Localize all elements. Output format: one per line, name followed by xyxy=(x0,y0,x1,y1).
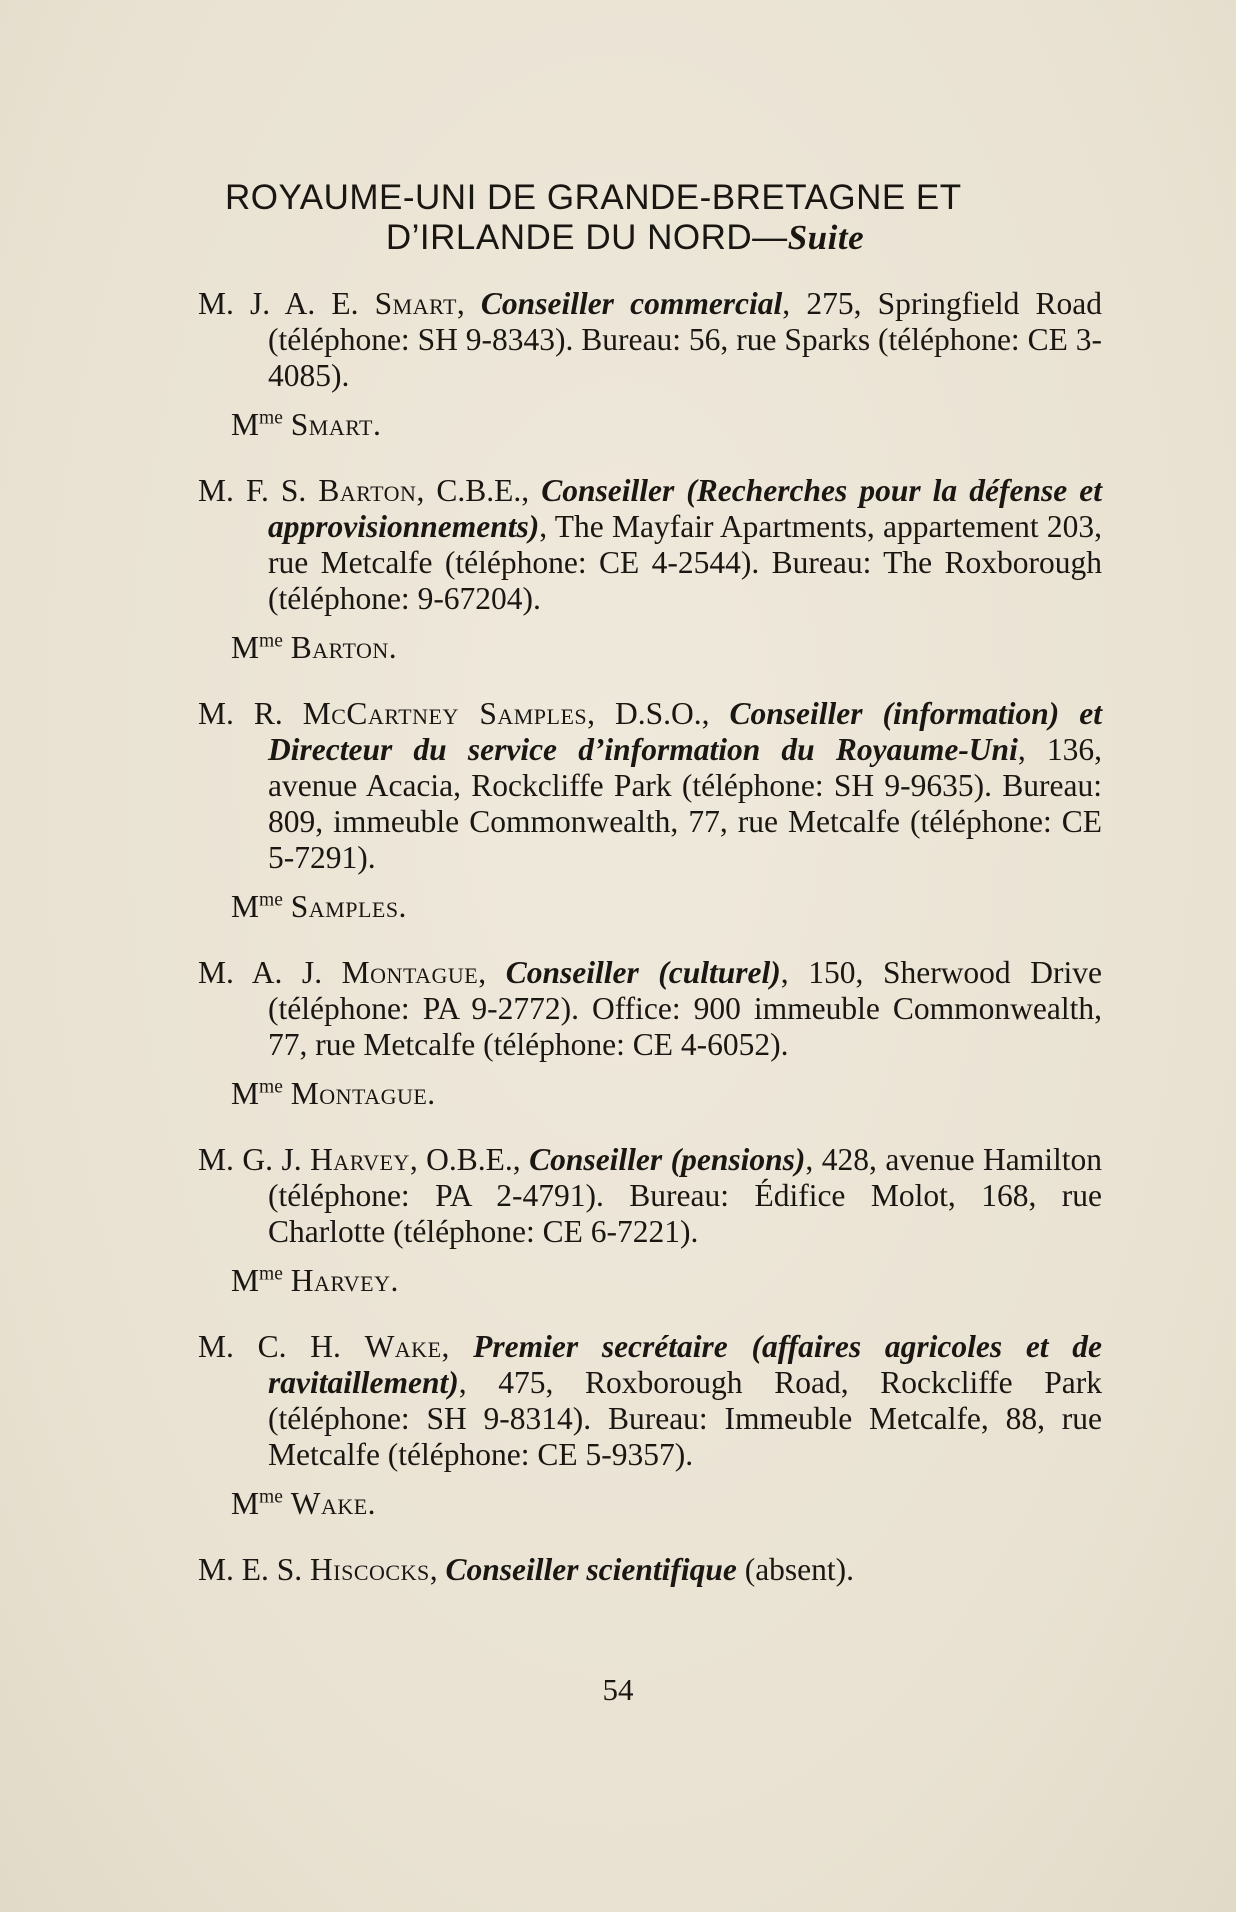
entry-role: Conseiller (Recherches pour la défense et approvisionnements) xyxy=(268,473,1103,544)
spouse-line xyxy=(198,1263,1102,1299)
entry-role: Conseiller (information) et Directeur du service d’information du Royaume-Uni xyxy=(268,696,1102,767)
entry-role: Conseiller scientifique xyxy=(445,1552,737,1587)
entry-name: Harvey xyxy=(310,1142,410,1177)
spouse-title: M xyxy=(231,407,260,442)
heading-suite: Suite xyxy=(787,218,865,257)
entry-details: , 475, Roxborough Road, Rockcliffe Park (téléphone: SH 9-8314). Bureau: Immeuble Metcalfe, 88, rue Metcalfe (téléphone: CE 5-9357). xyxy=(268,1365,1102,1472)
entry-prefix: M. E. S. xyxy=(198,1552,311,1587)
spouse-line xyxy=(198,1486,1102,1522)
entry-prefix: M. G. J. xyxy=(198,1142,311,1177)
entry-post-nominal: , xyxy=(429,1552,446,1587)
spouse-line xyxy=(198,407,1102,443)
diplomat-entry xyxy=(198,1552,1102,1588)
spouse-name: Montague. xyxy=(290,1076,436,1111)
spouse-title: M xyxy=(231,1263,260,1298)
entry-post-nominal: , C.B.E., xyxy=(416,473,542,508)
entry-name: Smart xyxy=(374,286,457,321)
heading-line-1: ROYAUME-UNI DE GRANDE-BRETAGNE ET xyxy=(225,178,962,217)
entry-role: Premier secrétaire (affaires agricoles et de ravitaillement) xyxy=(268,1329,1103,1400)
spouse-title-superscript: me xyxy=(259,1076,283,1098)
diplomat-entry xyxy=(198,696,1102,876)
heading-line-2: D’IRLANDE DU NORD— xyxy=(385,218,788,257)
entry-name: Wake xyxy=(364,1329,442,1364)
section-heading xyxy=(225,178,1065,258)
entry-name: Hiscocks xyxy=(310,1552,430,1587)
entry-post-nominal: , D.S.O., xyxy=(587,696,730,731)
entry-name: Barton xyxy=(318,473,417,508)
entry-prefix: M. C. H. xyxy=(198,1329,365,1364)
diplomat-entry xyxy=(198,286,1102,394)
entry-details: , The Mayfair Apartments, appartement 203, rue Metcalfe (téléphone: CE 4-2544). Bureau: The Roxborough (téléphone: 9-67204). xyxy=(268,509,1102,616)
spouse-name: Wake. xyxy=(290,1486,377,1521)
entry-prefix: M. F. S. xyxy=(198,473,319,508)
entry-post-nominal: , O.B.E., xyxy=(409,1142,530,1177)
spouse-line xyxy=(198,889,1102,925)
spouse-title: M xyxy=(231,889,260,924)
spouse-line xyxy=(198,1076,1102,1112)
entry-post-nominal: , xyxy=(478,955,506,990)
spouse-title-superscript: me xyxy=(259,1486,283,1508)
entry-details: , 150, Sherwood Drive (téléphone: PA 9-2772). Office: 900 immeuble Commonwealth, 77, rue Metcalfe (téléphone: CE 4-6052). xyxy=(268,955,1102,1062)
spouse-title-superscript: me xyxy=(259,889,283,911)
entry-role: Conseiller (pensions) xyxy=(529,1142,806,1177)
spouse-title-superscript: me xyxy=(259,630,283,652)
spouse-name: Samples. xyxy=(290,889,407,924)
spouse-name: Barton. xyxy=(290,630,398,665)
entry-name: McCartney Samples xyxy=(302,696,588,731)
entry-post-nominal: , xyxy=(441,1329,474,1364)
diplomat-entry xyxy=(198,1329,1102,1473)
entry-role: Conseiller (culturel) xyxy=(505,955,781,990)
diplomat-entry xyxy=(198,473,1102,617)
spouse-title: M xyxy=(231,630,260,665)
diplomat-entry xyxy=(198,955,1102,1063)
spouse-name: Harvey. xyxy=(290,1263,399,1298)
entry-list xyxy=(198,286,1102,1588)
entry-details: , 275, Springfield Road (téléphone: SH 9-8343). Bureau: 56, rue Sparks (téléphone: CE 3-4085). xyxy=(268,286,1102,393)
entry-name: Montague xyxy=(341,955,479,990)
spouse-title: M xyxy=(231,1076,260,1111)
spouse-title: M xyxy=(231,1486,260,1521)
entry-prefix: M. R. xyxy=(198,696,303,731)
entry-prefix: M. A. J. xyxy=(198,955,342,990)
spouse-title-superscript: me xyxy=(259,407,283,429)
entry-details: , 136, avenue Acacia, Rockcliffe Park (téléphone: SH 9-9635). Bureau: 809, immeuble Commonwealth, 77, rue Metcalfe (téléphone: CE 5-7291). xyxy=(268,732,1103,875)
page-number: 54 xyxy=(602,1672,634,1707)
entry-prefix: M. J. A. E. xyxy=(198,286,375,321)
entry-details: (absent). xyxy=(736,1552,855,1587)
spouse-line xyxy=(198,630,1102,666)
entry-details: , 428, avenue Hamilton (téléphone: PA 2-4791). Bureau: Édifice Molot, 168, rue Charlotte (téléphone: CE 6-7221). xyxy=(268,1142,1103,1249)
spouse-title-superscript: me xyxy=(259,1263,283,1285)
entry-role: Conseiller commercial xyxy=(480,286,783,321)
spouse-name: Smart. xyxy=(290,407,382,442)
entry-post-nominal: , xyxy=(456,286,481,321)
diplomat-entry xyxy=(198,1142,1102,1250)
